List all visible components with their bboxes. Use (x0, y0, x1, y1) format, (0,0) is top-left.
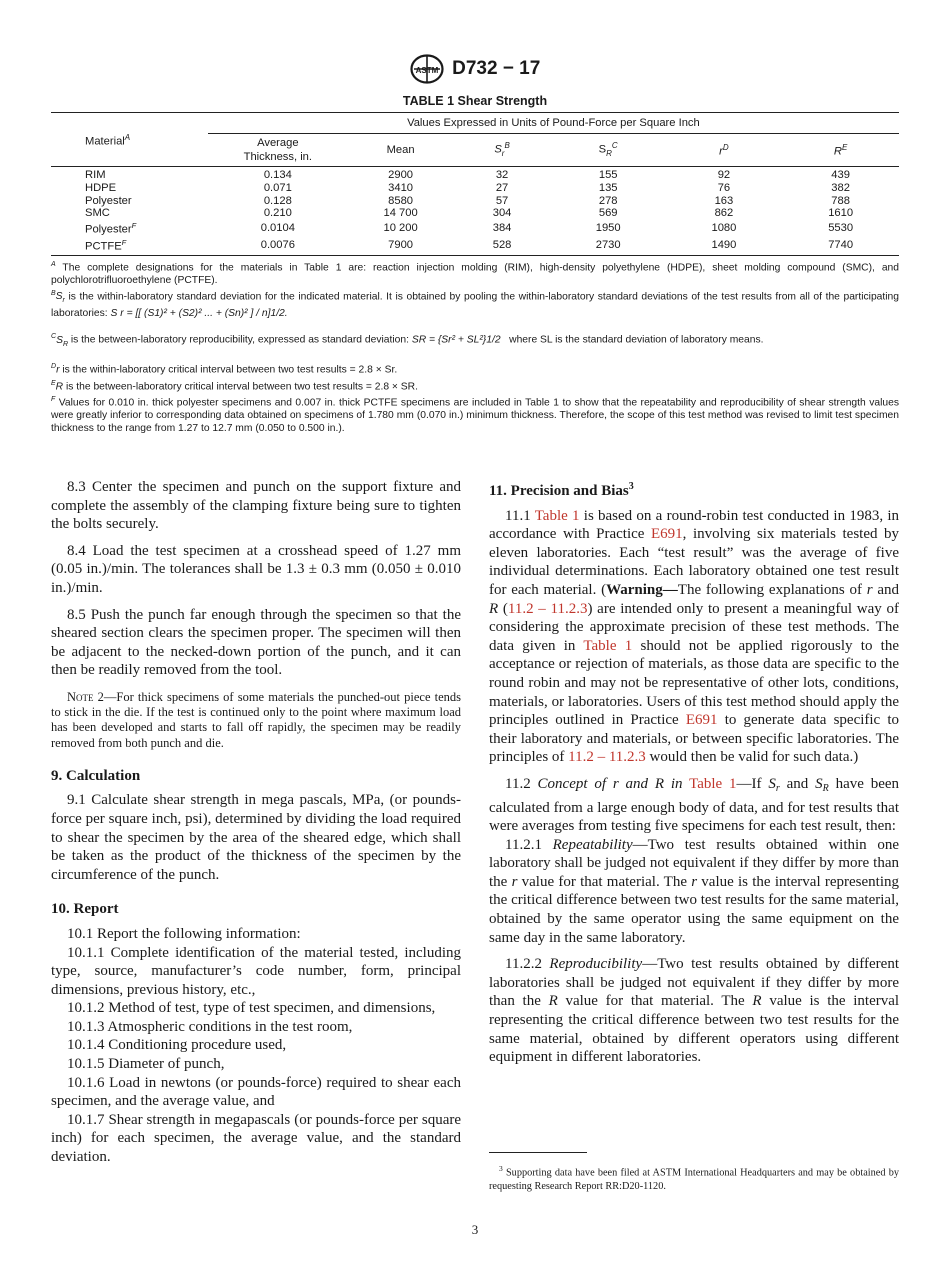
section-11-2-link[interactable]: 11.2 – 11.2.3 (568, 749, 646, 766)
thickness-cell: 0.071 (263, 181, 292, 194)
material-cell: RIM (85, 169, 106, 181)
sr-column-header: $S_r^B$ (494, 141, 510, 158)
note-2: Note 2—For thick specimens of some materials the punched-out piece tends to stick in the die. If the test is continued only to the point where maximum load has been developed and starts to fall off rapidly, the specimen may be readily removed from both punch and die. (51, 689, 461, 750)
thickness-column-header: Average Thickness, in. (243, 137, 313, 163)
sR-cell: 1950 (595, 222, 621, 235)
R-cell: 382 (831, 181, 850, 194)
table-row (51, 167, 899, 182)
astm-logo-icon (410, 54, 444, 84)
sR-column-header: $S_R^C$ (598, 141, 618, 158)
material-column-header: Material$^A$ (51, 113, 208, 167)
r-cell: 1490 (711, 238, 737, 251)
section-9-1: 9.1 Calculate shear strength in mega pascals, MPa, (or pounds-force per square inch, psi), determined by dividing the load required to shear the specimen by the area of the sheared edge, which shall be taken as the product of the thickness of the specimen by the circumference of the punch. (51, 792, 461, 883)
units-header: Values Expressed in Units of Pound-Force per Square Inch (208, 113, 899, 134)
material-cell: Polyester$^F$ (85, 221, 137, 236)
table-title: TABLE 1 Shear Strength (402, 94, 548, 108)
table-note-d: $^D$r is the within-laboratory critical interval between two test results = 2.8 × Sr. (51, 363, 398, 376)
material-cell: HDPE (85, 181, 117, 194)
r-cell: 163 (714, 194, 734, 207)
material-cell: SMC (85, 207, 110, 220)
section-10-1: 10.1 Report the following information: (67, 925, 301, 942)
svg-text:ASTM: ASTM (415, 66, 438, 75)
mean-cell: 3410 (388, 181, 414, 194)
table-1-link[interactable]: Table 1 (534, 507, 580, 524)
table-row (51, 220, 899, 237)
mean-cell: 10 200 (383, 222, 418, 235)
material-cell: $PCTFE^F$ (85, 237, 127, 253)
sr-cell: 27 (495, 181, 509, 194)
R-column-header: $R^E$ (833, 143, 848, 158)
table-note-c: $^CS_R$ is the between-laboratory reproducibility, expressed as standard deviation: SR = {Sr² + SL²}1/2 where SL is the standard deviation of laboratory means. (51, 333, 764, 348)
thickness-cell: 0.0104 (260, 222, 295, 235)
sr-cell: 528 (492, 238, 512, 251)
r-cell: 862 (714, 207, 734, 220)
section-10-1-2: 10.1.2 Method of test, type of test specimen, and dimensions, (67, 1000, 436, 1017)
sR-cell: 135 (598, 181, 618, 194)
sR-cell: 155 (598, 169, 618, 181)
section-10-heading: 10. Report (51, 901, 119, 918)
R-cell: 439 (831, 169, 850, 181)
mean-cell: 14 700 (383, 207, 418, 220)
section-11-2-2: 11.2.2 Reproducibility—Two test results obtained by different laboratories shall be judged not equivalent if they differ by more than the R value for that material. The R value is the interval representing the critical difference between two test results for the same material, obtained by different operators using different equipment in different laboratories. (489, 956, 900, 1066)
table-note-e: $^E$R is the between-laboratory critical interval between two test results = 2.8 × SR. (51, 379, 418, 392)
section-10-1-6: 10.1.6 Load in newtons (or pounds-force) required to shear each specimen, and the average value, and (51, 1074, 461, 1110)
thickness-cell: 0.128 (263, 194, 292, 207)
R-cell: 1610 (828, 207, 854, 220)
section-8-3: 8.3 Center the specimen and punch on the support fixture and complete the assembly of the clamping fixture being sure to tighten the bolts securely. (51, 479, 461, 533)
footnote: $^3$ Supporting data have been filed at ASTM International Headquarters and may be obtained by requesting Research Report RR:D20-1120. (489, 1164, 899, 1192)
r-column-header: $r^D$ (719, 143, 729, 158)
footnote-divider (489, 1152, 587, 1153)
e691-link[interactable]: E691 (651, 526, 683, 543)
thickness-cell: 0.134 (263, 169, 292, 181)
table-row (51, 182, 899, 195)
section-11-2-link[interactable]: 11.2 – 11.2.3 (507, 600, 588, 617)
R-cell: 7740 (828, 238, 854, 251)
right-column (489, 478, 899, 1067)
table-note-b: $^BS_r$ is the within-laboratory standard deviation for the indicated material. It is obtained by pooling the within-laboratory standard deviations of the test results from all of the participating laboratories: S r = [[ (S1)² + (S2)² ... + (Sn)² ] / n]1/2. (51, 290, 899, 320)
sr-cell: 384 (492, 222, 512, 235)
page-header (0, 54, 950, 84)
table-row (51, 195, 899, 208)
document-designation: D732 − 17 (452, 58, 541, 79)
section-8-5: 8.5 Push the punch far enough through the specimen so that the sheared section clears the specimen proper. The specimen will then be adjacent to the necked-down portion of the punch, and it can then be readily removed from the tool. (51, 606, 461, 679)
R-cell: 788 (831, 194, 850, 207)
material-cell: Polyester (85, 194, 132, 207)
R-cell: 5530 (828, 222, 854, 235)
sr-cell: 32 (495, 169, 509, 181)
section-10-1-7: 10.1.7 Shear strength in megapascals (or pounds-force per square inch) for each specimen, the average value, and the standard deviation. (51, 1111, 461, 1166)
table-row (51, 207, 899, 220)
mean-cell: 8580 (388, 194, 414, 207)
section-11-2-1: 11.2.1 Repeatability—Two test results obtained within one laboratory shall be judged not equivalent if they differ by more than the r value for that material. The r value is the interval representing the critical difference between two test results for the same material, obtained by the same operator using the same equipment on the same day in the same laboratory. (489, 836, 900, 946)
sr-cell: 57 (495, 194, 509, 207)
shear-strength-table (51, 112, 899, 256)
e691-link[interactable]: E691 (685, 712, 718, 729)
sr-cell: 304 (492, 207, 512, 220)
r-cell: 92 (717, 169, 731, 181)
section-10-1-5: 10.1.5 Diameter of punch, (67, 1056, 225, 1073)
section-11-heading: 11. Precision and Bias$^3$ (489, 481, 634, 499)
table-note-a: $^A$ The complete designations for the materials in Table 1 are: reaction injection molding (RIM), high-density polyethylene (HDPE), sheet molding compound (SMC), and polychlorotrifluoroethylene (PCTFE). (51, 261, 899, 287)
mean-column-header: Mean (386, 144, 415, 156)
mean-cell: 2900 (388, 169, 414, 181)
sR-cell: 569 (598, 207, 618, 220)
table-1-link[interactable]: Table 1 (583, 637, 633, 654)
table-note-f: $^F$ Values for 0.010 in. thick polyester specimens and 0.007 in. thick PCTFE specimens are included in Table 1 to show that the repeatability and reproducibility of shear strength values were greatly inferior to corresponding data obtained on specimens of 1.780 mm (0.070 in.) minimum thickness. Therefore, the scope of this test method was revised to limit test specimen thickness to the range from 1.27 to 12.7 mm (0.050 to 0.500 in.). (51, 395, 899, 434)
thickness-cell: 0.0076 (260, 238, 295, 251)
sR-cell: 278 (598, 194, 618, 207)
section-8-4: 8.4 Load the test specimen at a crosshead speed of 1.27 mm (0.05 in.)/min. The tolerances shall be 1.3 ± 0.3 mm (0.050 ± 0.010 in.)/min. (51, 542, 461, 596)
table-footnotes (51, 259, 899, 436)
section-11-1: 11.1 Table 1 is based on a round-robin test conducted in 1983, in accordance with Practice E691, involving six materials tested by eleven laboratories. Each “test result” was the average of five individual determinations. Each laboratory obtained one test result for each material. (Warning—The following explanations of r and R (11.2 – 11.2.3) are intended only to present a meaningful way of considering the approximate precision of these test methods. The data given in Table 1 should not be applied rigorously to the acceptance or rejection of materials, as those data are specific to the round robin and may not be representative of other lots, conditions, materials, or laboratories. Users of this test method should apply the principles outlined in Practice E691 to generate data specific to their laboratory and materials, or between specific laboratories. The principles of 11.2 – 11.2.3 would then be valid for such data.) (489, 507, 900, 766)
table-row (51, 237, 899, 256)
section-11-2: 11.2 Concept of r and R in Table 1—If $S_r$ and $S_R$ have been calculated from a large enough body of data, and for test results that were averages from testing five specimens for each test result, then: (489, 775, 900, 835)
mean-cell: 7900 (388, 238, 414, 251)
thickness-cell: 0.210 (263, 207, 292, 220)
section-9-heading: 9. Calculation (51, 767, 141, 784)
table-body (51, 167, 899, 256)
sR-cell: 2730 (595, 238, 621, 251)
section-10-1-1: 10.1.1 Complete identification of the material tested, including type, source, manufacturer’s code number, form, principal dimensions, previous history, etc., (51, 944, 461, 998)
section-10-1-4: 10.1.4 Conditioning procedure used, (67, 1037, 287, 1054)
left-column (51, 478, 461, 1167)
r-cell: 1080 (711, 222, 737, 235)
r-cell: 76 (717, 181, 731, 194)
table-1-link[interactable]: Table 1 (689, 775, 737, 792)
page-number: 3 (471, 1222, 479, 1237)
section-10-1-3: 10.1.3 Atmospheric conditions in the test room, (67, 1018, 353, 1035)
